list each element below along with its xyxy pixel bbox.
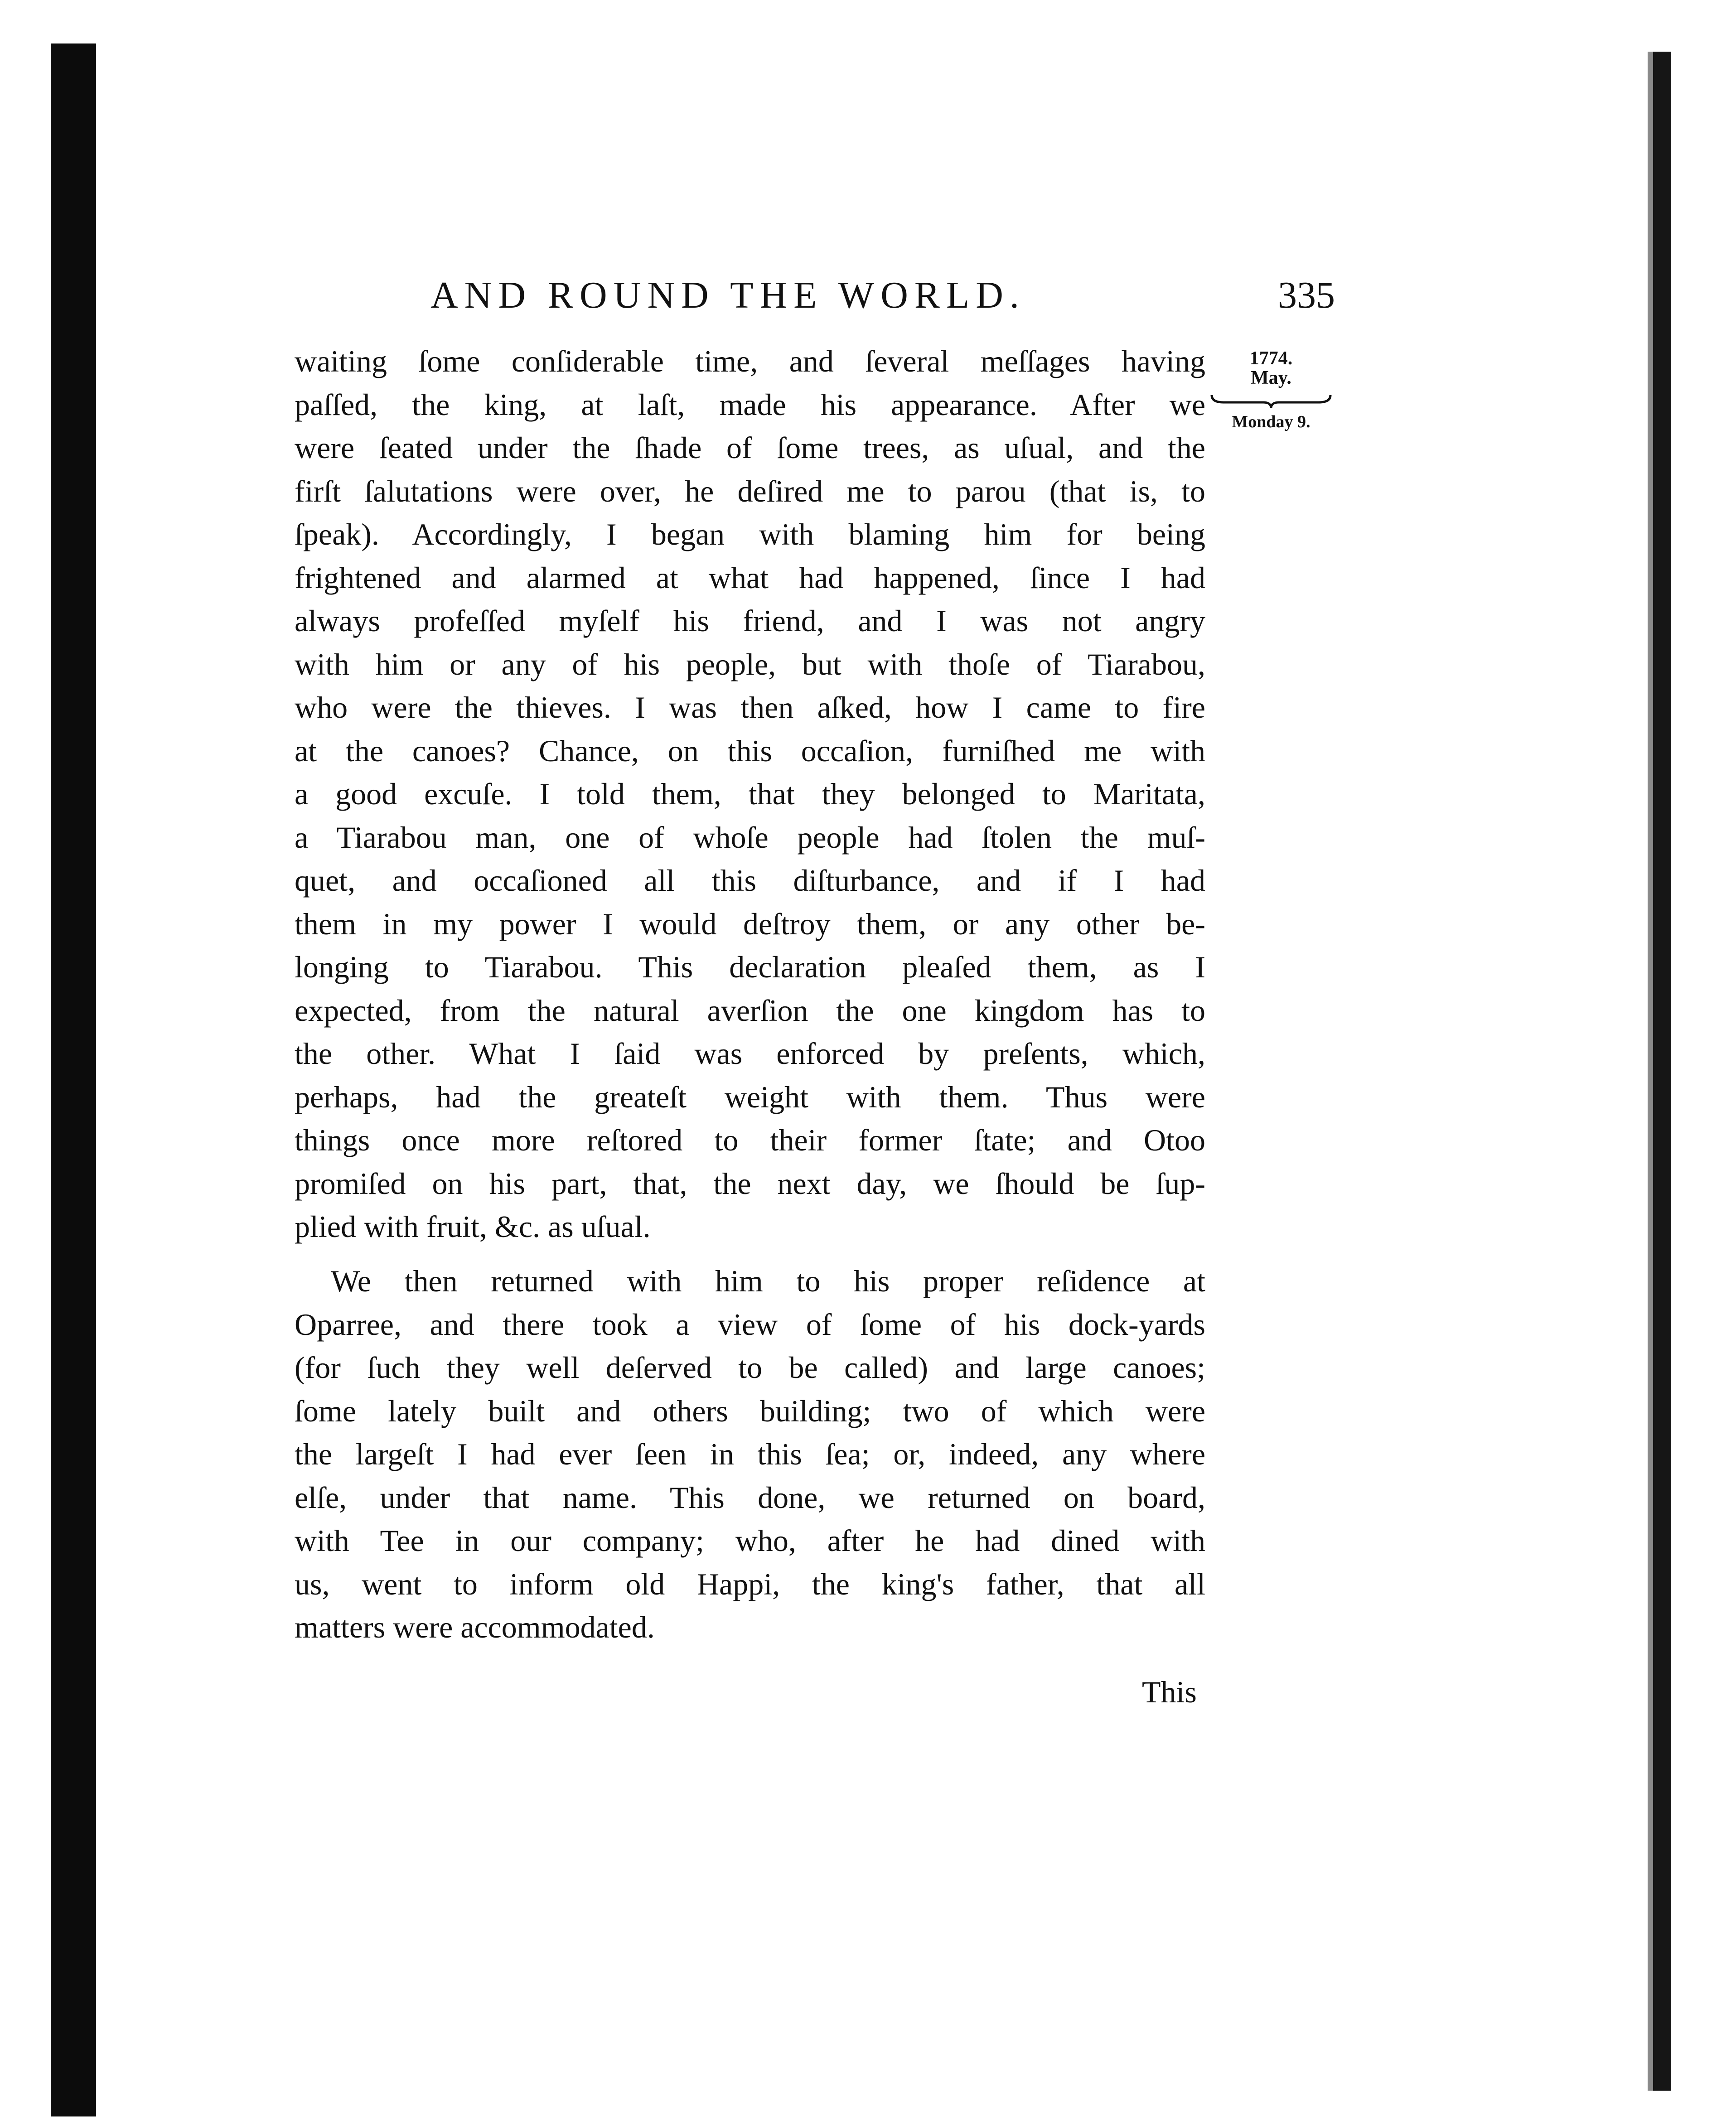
text-line: frightened and alarmed at what had happened, ſince I had xyxy=(295,560,1205,595)
text-line: (for ſuch they well deſerved to be called) and large canoes; xyxy=(295,1350,1205,1385)
text-line: a good excuſe. I told them, that they belonged to Maritata, xyxy=(295,777,1205,811)
scan-left-edge xyxy=(51,43,96,2116)
scan-right-edge-shadow xyxy=(1648,52,1653,2091)
catchword: This xyxy=(1142,1675,1197,1709)
text-line: promiſed on his part, that, the next day, we ſhould be ſup- xyxy=(295,1166,1205,1201)
text-line: always profeſſed myſelf his friend, and I was not angry xyxy=(295,604,1205,638)
text-line: plied with fruit, &c. as uſual. xyxy=(295,1209,651,1244)
brace-icon xyxy=(1210,393,1332,410)
page-number: 335 xyxy=(1278,274,1335,316)
text-line: at the canoes? Chance, on this occaſion, furniſhed me with xyxy=(295,733,1205,768)
text-line: with him or any of his people, but with thoſe of Tiarabou, xyxy=(295,647,1205,681)
text-line: the other. What I ſaid was enforced by preſents, which, xyxy=(295,1036,1205,1071)
paragraph-2 xyxy=(295,1260,1205,1649)
text-line: ſome lately built and others building; two of which were xyxy=(295,1393,1205,1428)
text-line: them in my power I would deſtroy them, or any other be- xyxy=(295,906,1205,941)
text-line: quet, and occaſioned all this diſturbance, and if I had xyxy=(295,863,1205,898)
text-line: were ſeated under the ſhade of ſome trees, as uſual, and the xyxy=(295,430,1205,465)
margin-note-year: 1774. xyxy=(1249,348,1293,369)
text-line: us, went to inform old Happi, the king's father, that all xyxy=(295,1566,1205,1601)
text-line: the largeſt I had ever ſeen in this ſea; or, indeed, any where xyxy=(295,1437,1205,1471)
text-line: ſpeak). Accordingly, I began with blaming him for being xyxy=(295,517,1205,551)
margin-note-month: May. xyxy=(1251,367,1291,388)
text-line: elſe, under that name. This done, we returned on board, xyxy=(295,1480,1205,1515)
text-line: matters were accommodated. xyxy=(295,1610,655,1644)
paragraph-1 xyxy=(295,340,1205,1249)
text-line: waiting ſome conſiderable time, and ſeveral meſſages having xyxy=(295,344,1205,378)
text-line: things once more reſtored to their former ſtate; and Otoo xyxy=(295,1123,1205,1157)
scan-right-edge xyxy=(1653,52,1671,2091)
text-line: We then returned with him to his proper reſidence at xyxy=(331,1264,1205,1298)
text-line: a Tiarabou man, one of whoſe people had ſtolen the muſ- xyxy=(295,820,1205,855)
text-line: who were the thieves. I was then aſked, how I came to fire xyxy=(295,690,1205,725)
text-line: paſſed, the king, at laſt, made his appearance. After we xyxy=(295,387,1205,422)
text-line: longing to Tiarabou. This declaration pleaſed them, as I xyxy=(295,950,1205,984)
text-line: Oparree, and there took a view of ſome of his dock-yards xyxy=(295,1307,1205,1342)
text-line: with Tee in our company; who, after he had dined with xyxy=(295,1523,1205,1558)
text-line: firſt ſalutations were over, he deſired me to parou (that is, to xyxy=(295,474,1205,508)
text-line: expected, from the natural averſion the one kingdom has to xyxy=(295,993,1205,1028)
margin-note xyxy=(1203,349,1339,430)
margin-note-day: Monday 9. xyxy=(1232,412,1310,432)
running-head: AND ROUND THE WORLD. xyxy=(430,274,1025,316)
text-line: perhaps, had the greateſt weight with them. Thus were xyxy=(295,1079,1205,1114)
